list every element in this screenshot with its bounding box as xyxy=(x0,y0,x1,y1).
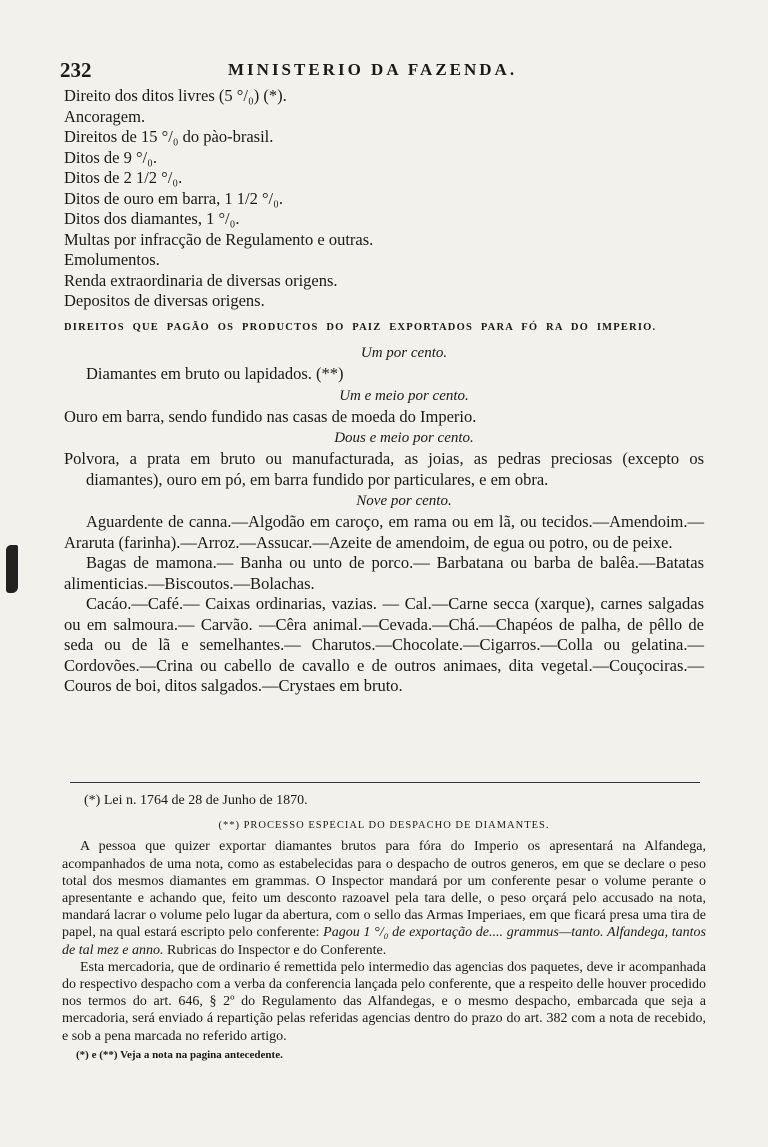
paragraph-products-b: Bagas de mamona.— Banha ou unto de porco.— Barbatana ou barba de balêa.—Batatas alimenticias.—Biscoutos.—Bolachas. xyxy=(64,553,704,593)
list-item: Multas por infracção de Regulamento e outras. xyxy=(64,229,374,249)
paragraph-diamonds: Diamantes em bruto ou lapidados. (**) xyxy=(86,364,344,383)
subheading-nine-percent: Nove por cento. xyxy=(356,493,452,509)
list-item: Depositos de diversas origens. xyxy=(64,291,265,310)
footnote-text: Rubricas do Inspector e do Conferente. xyxy=(163,942,387,958)
list-item: Ditos de 2 1/2 °/₀. xyxy=(64,168,183,187)
list-item: Direito dos ditos livres (5 °/₀) (*). xyxy=(64,86,287,105)
main-text xyxy=(64,86,704,697)
paragraph-gold: Ouro em barra, sendo fundido nas casas de moeda do Imperio. xyxy=(64,406,477,426)
list-item: Direitos de 15 °/₀ do pào-brasil. xyxy=(64,127,274,146)
footnote-reference: (*) e (**) Veja a nota na pagina antecedente. xyxy=(76,1048,283,1061)
list-item: Emolumentos. xyxy=(64,250,160,269)
section-title: DIREITOS QUE PAGÃO OS PRODUCTOS DO PAIZ EXPORTADOS PARA FÓ RA DO IMPERIO. xyxy=(64,321,657,333)
subheading-one-percent: Um por cento. xyxy=(360,345,448,361)
revenue-list xyxy=(64,86,704,312)
running-title: MINISTERIO DA FAZENDA. xyxy=(228,60,518,79)
footnotes xyxy=(62,792,706,1064)
list-item: Ditos de 9 °/₀. xyxy=(64,147,158,167)
page-number: 232 xyxy=(60,58,92,82)
footnote-paragraph-1 xyxy=(62,838,706,958)
footnote-title: (**) PROCESSO ESPECIAL DO DESPACHO DE DIAMANTES. xyxy=(218,820,550,832)
list-item: Renda extraordinaria de diversas origens. xyxy=(64,270,338,290)
footnote-divider xyxy=(70,782,700,783)
footnote-italic-text: Pagou 1 °/₀ de exportação de.... grammus—tanto. Alfandega, tantos de tal mez e anno. xyxy=(62,925,707,958)
paragraph-gunpowder: Polvora, a prata em bruto ou manufacturada, as joias, as pedras preciosas (excepto os diamantes), ouro em pó, em barra fundido por particulares, e em obra. xyxy=(64,449,704,489)
footnote-paragraph-2: Esta mercadoria, que de ordinario é remettida pelo intermedio das agencias dos paquetes, deve ir acompanhada do respectivo despacho com a verba da conferencia lançada pelo conferente, que a respeito delle houver procedido nos termos do art. 646, § 2º do Regulamento das Alfandegas, e o mesmo despacho, embarcada que seja a mercadoria, será enviado á repartição pelas referidas agencias dentro do prazo do art. 382 com a nota de recebido, e sob a pena marcada no referido artigo. xyxy=(62,959,706,1044)
paragraph-products-c: Cacáo.—Café.— Caixas ordinarias, vazias. — Cal.—Carne secca (xarque), carnes salgadas ou em salmoura.— Carvão. —Cêra animal.—Cevada.—Chá.—Chapéos de palha, de pêllo de seda ou de lã e semelhantes.— Charutos.—Chocolate.—Cigarros.—Colla ou gelatina.—Cordovões.—Crina ou cabello de cavallo e de outros animaes, dita vegetal.—Couçociras.—Couros de boi, ditos salgados.—Crystaes em bruto. xyxy=(64,594,704,695)
list-item: Ditos dos diamantes, 1 °/₀. xyxy=(64,209,240,228)
margin-ink-mark xyxy=(6,545,18,593)
footnote-text: A pessoa que quizer exportar diamantes brutos para fóra do Imperio os apresentará na Alfandega, acompanhados de uma nota, como as estabelecidas para o despacho de outros generos, em que se declare o peso total dos mesmos diamantes em grammas. O Inspector mandará por um conferente pesar o volume perante o apresentante e achando que, feito um desconto razoavel pela tara delle, o peso orçará pelo accusado na nota, mandará lacrar o volume pelo lugar da abertura, com o sello das Armas Imperiaes, em que ficará presa uma tira de papel, na qual estará escripto pelo conferente: xyxy=(62,839,706,941)
subheading-two-half-percent: Dous e meio por cento. xyxy=(334,430,474,446)
list-item: Ditos de ouro em barra, 1 1/2 °/₀. xyxy=(64,188,284,208)
page-header xyxy=(60,58,700,84)
footnote-law: (*) Lei n. 1764 de 28 de Junho de 1870. xyxy=(84,793,308,808)
paragraph-products-a: Aguardente de canna.—Algodão em caroço, em rama ou em lã, ou tecidos.—Amendoim.—Araruta (farinha).—Arroz.—Assucar.—Azeite de amendoim, de egua ou potro, ou de peixe. xyxy=(64,512,704,552)
subheading-one-half-percent: Um e meio por cento. xyxy=(339,387,469,404)
list-item: Ancoragem. xyxy=(64,106,146,126)
